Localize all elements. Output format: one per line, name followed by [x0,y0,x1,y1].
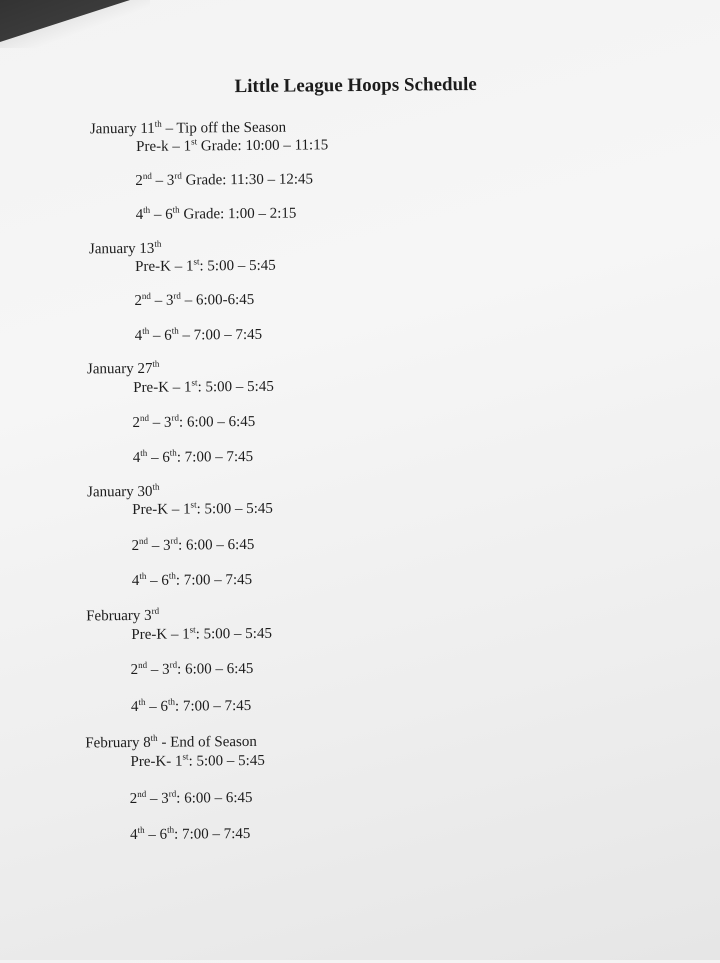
time-slot: Pre-K – 1st: 5:00 – 5:45 [135,256,276,275]
time-slot: Pre-K – 1st: 5:00 – 5:45 [131,624,273,644]
page-title: Little League Hoops Schedule [234,73,477,98]
schedule-date: January 11th – Tip off the Season [89,118,287,138]
time-slot: 4th – 6th: 7:00 – 7:45 [130,696,252,716]
time-slot: 4th – 6th Grade: 1:00 – 2:15 [135,204,297,223]
time-slot: 4th – 6th: 7:00 – 7:45 [132,447,254,466]
time-slot: 2nd – 3rd: 6:00 – 6:45 [129,788,253,808]
time-slot: 2nd – 3rd: 6:00 – 6:45 [132,412,256,431]
time-slot: Pre-K – 1st: 5:00 – 5:45 [132,499,273,518]
time-slot: Pre-K- 1st: 5:00 – 5:45 [130,751,265,771]
time-slot: Pre-K – 1st: 5:00 – 5:45 [133,377,274,396]
schedule-date: January 13th [88,238,162,258]
schedule-date: February 3rd [86,605,160,625]
time-slot: 4th – 6th – 7:00 – 7:45 [134,325,263,344]
time-slot: Pre-k – 1st Grade: 10:00 – 11:15 [136,136,329,155]
time-slot: 2nd – 3rd – 6:00-6:45 [134,290,255,309]
schedule-date: January 30th [87,481,160,501]
time-slot: 2nd – 3rd: 6:00 – 6:45 [131,535,255,554]
schedule-date: January 27th [86,358,160,378]
time-slot: 4th – 6th: 7:00 – 7:45 [131,570,253,589]
schedule-date: February 8th - End of Season [85,732,257,752]
time-slot: 2nd – 3rd Grade: 11:30 – 12:45 [135,170,314,189]
time-slot: 2nd – 3rd: 6:00 – 6:45 [130,659,254,679]
time-slot: 4th – 6th: 7:00 – 7:45 [130,824,251,844]
